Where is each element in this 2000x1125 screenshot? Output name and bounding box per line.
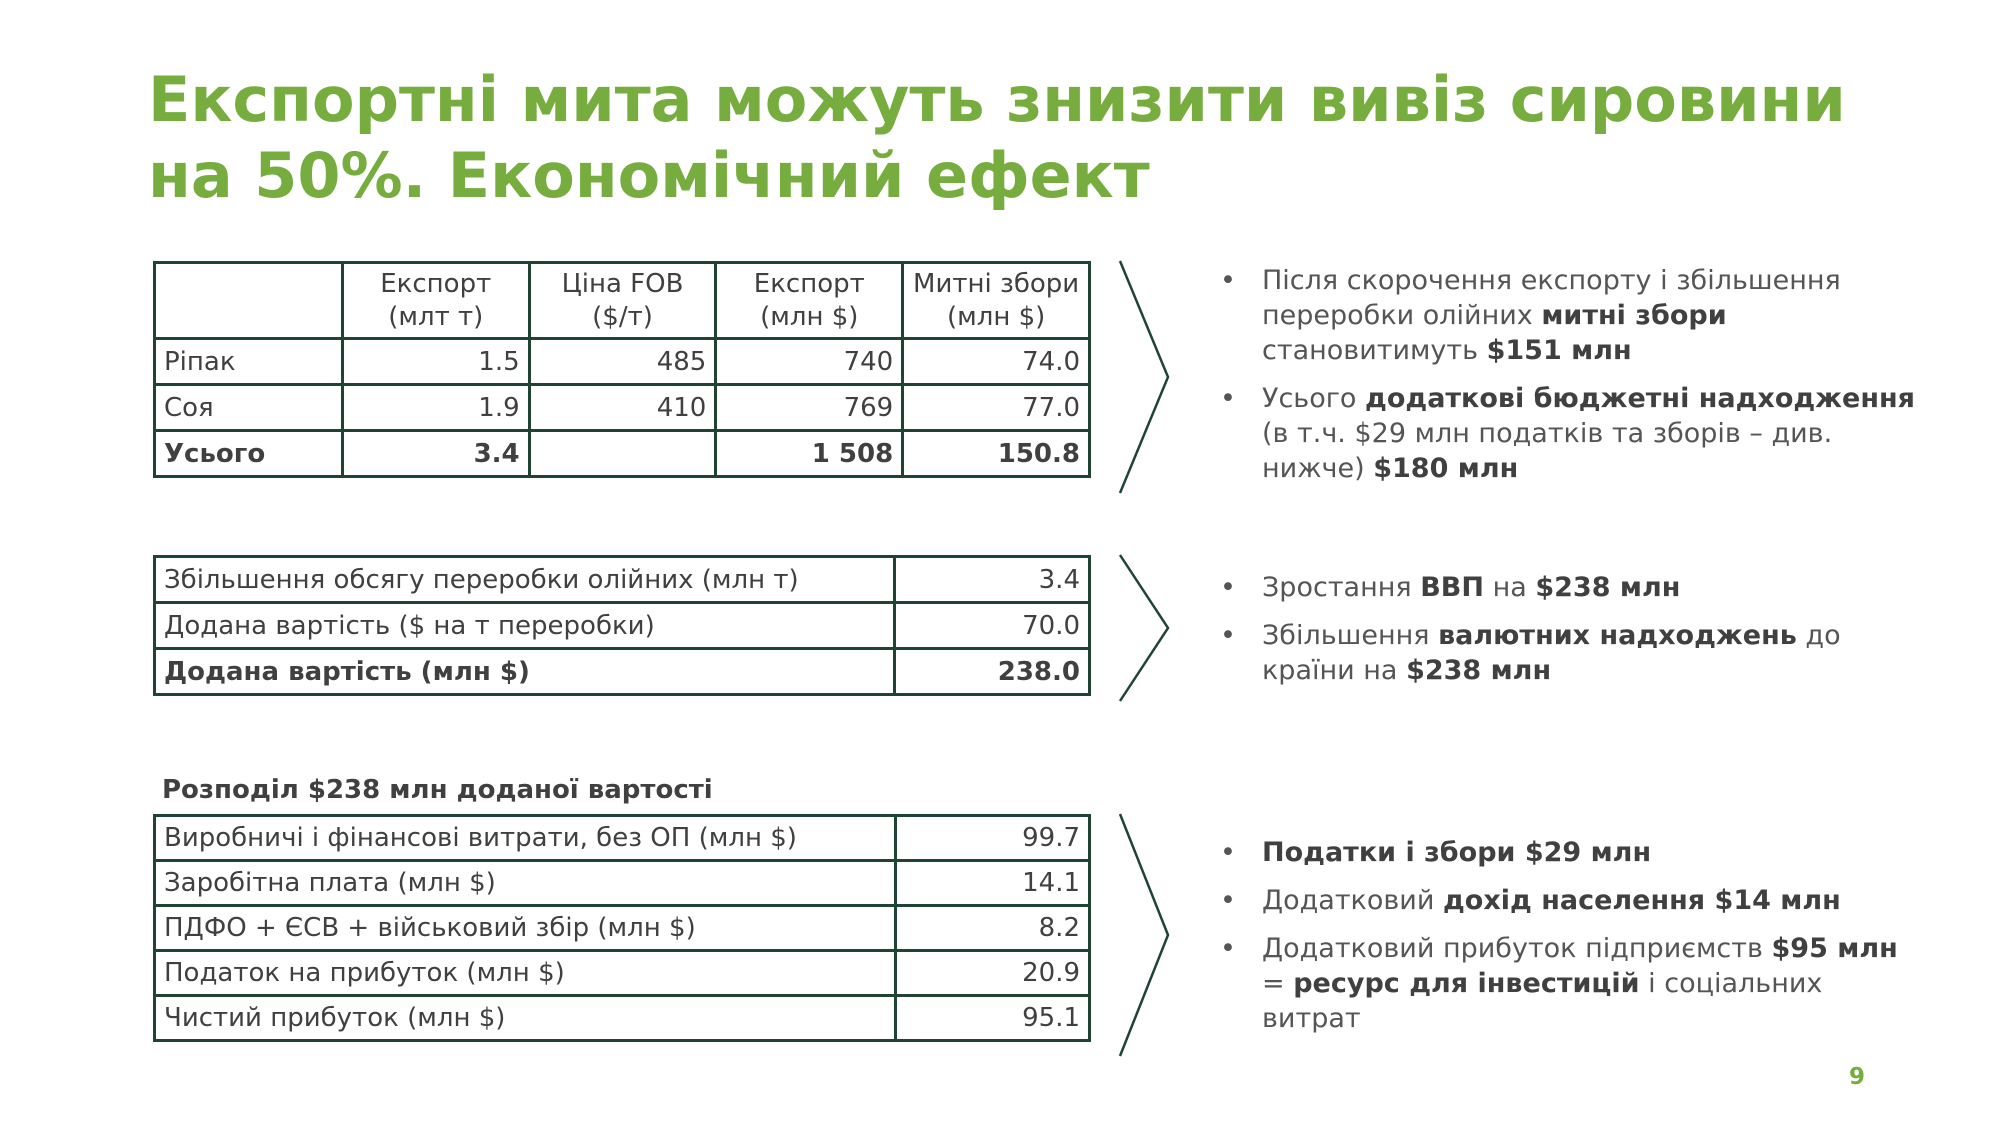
row-value: 99.7 (896, 816, 1090, 861)
gdp-bullets (1220, 570, 1920, 701)
list-item: • Усього додаткові бюджетні надходження (в т.ч. $29 млн податків та зборів – див. нижче) $180 млн (1220, 381, 1920, 486)
cell-duties: 150.8 (903, 431, 1090, 477)
chevron-right-icon (1118, 553, 1172, 703)
row-label: Чистий прибуток (млн $) (155, 996, 896, 1041)
table-row (155, 861, 1090, 906)
list-item: • Додатковий дохід населення $14 млн (1220, 883, 1920, 918)
distribution-caption: Розподіл $238 млн доданої вартості (162, 775, 713, 805)
table-row (155, 385, 1090, 431)
cell-price: 485 (529, 339, 716, 385)
total-row (155, 649, 1090, 695)
row-label: Збільшення обсягу переробки олійних (млн т) (155, 557, 895, 603)
list-item: • Додатковий прибуток підприємств $95 млн = ресурс для інвестицій і соціальних витрат (1220, 931, 1920, 1036)
table-header-row (155, 263, 1090, 339)
distribution-bullets (1220, 835, 1920, 1049)
row-label: Ріпак (155, 339, 343, 385)
cell-export-usd: 1 508 (716, 431, 903, 477)
row-label: Соя (155, 385, 343, 431)
header-empty (155, 263, 343, 339)
total-row (155, 431, 1090, 477)
table-row (155, 603, 1090, 649)
header-export-mt: Експорт (млт т) (342, 263, 529, 339)
row-value: 3.4 (895, 557, 1090, 603)
list-item: • Зростання ВВП на $238 млн (1220, 570, 1920, 605)
cell-duties: 74.0 (903, 339, 1090, 385)
table-row (155, 996, 1090, 1041)
title-line-2: на 50%. Економічний ефект (148, 139, 1150, 212)
row-value: 20.9 (896, 951, 1090, 996)
processing-table (153, 555, 1091, 696)
row-value: 70.0 (895, 603, 1090, 649)
row-value: 95.1 (896, 996, 1090, 1041)
row-label: ПДФО + ЄСВ + військовий збір (млн $) (155, 906, 896, 951)
budget-bullets (1220, 263, 1920, 499)
row-value: 238.0 (895, 649, 1090, 695)
row-label: Усього (155, 431, 343, 477)
header-duties: Митні збори (млн $) (903, 263, 1090, 339)
chevron-right-icon (1118, 812, 1172, 1058)
cell-price (529, 431, 716, 477)
export-duties-table (153, 261, 1091, 478)
row-label: Виробничі і фінансові витрати, без ОП (млн $) (155, 816, 896, 861)
list-item: • Збільшення валютних надходжень до країни на $238 млн (1220, 618, 1920, 688)
row-label: Додана вартість ($ на т переробки) (155, 603, 895, 649)
title-line-1: Експортні мита можуть знизити вивіз сировини (148, 63, 1846, 136)
list-item: • Після скорочення експорту і збільшення переробки олійних митні збори становитимуть $151 млн (1220, 263, 1920, 368)
table-row (155, 906, 1090, 951)
chevron-right-icon (1118, 259, 1172, 495)
list-item: • Податки і збори $29 млн (1220, 835, 1920, 870)
cell-export-mt: 3.4 (342, 431, 529, 477)
cell-export-usd: 769 (716, 385, 903, 431)
cell-export-mt: 1.9 (342, 385, 529, 431)
table-row (155, 557, 1090, 603)
row-label: Додана вартість (млн $) (155, 649, 895, 695)
table-row (155, 816, 1090, 861)
table-row (155, 339, 1090, 385)
row-value: 8.2 (896, 906, 1090, 951)
cell-duties: 77.0 (903, 385, 1090, 431)
cell-price: 410 (529, 385, 716, 431)
header-export-usd: Експорт (млн $) (716, 263, 903, 339)
row-label: Податок на прибуток (млн $) (155, 951, 896, 996)
table-row (155, 951, 1090, 996)
row-value: 14.1 (896, 861, 1090, 906)
distribution-table (153, 814, 1091, 1042)
row-label: Заробітна плата (млн $) (155, 861, 896, 906)
cell-export-usd: 740 (716, 339, 903, 385)
cell-export-mt: 1.5 (342, 339, 529, 385)
header-price-fob: Ціна FOB ($/т) (529, 263, 716, 339)
page-number: 9 (1848, 1064, 1865, 1090)
slide-title (148, 62, 1948, 214)
